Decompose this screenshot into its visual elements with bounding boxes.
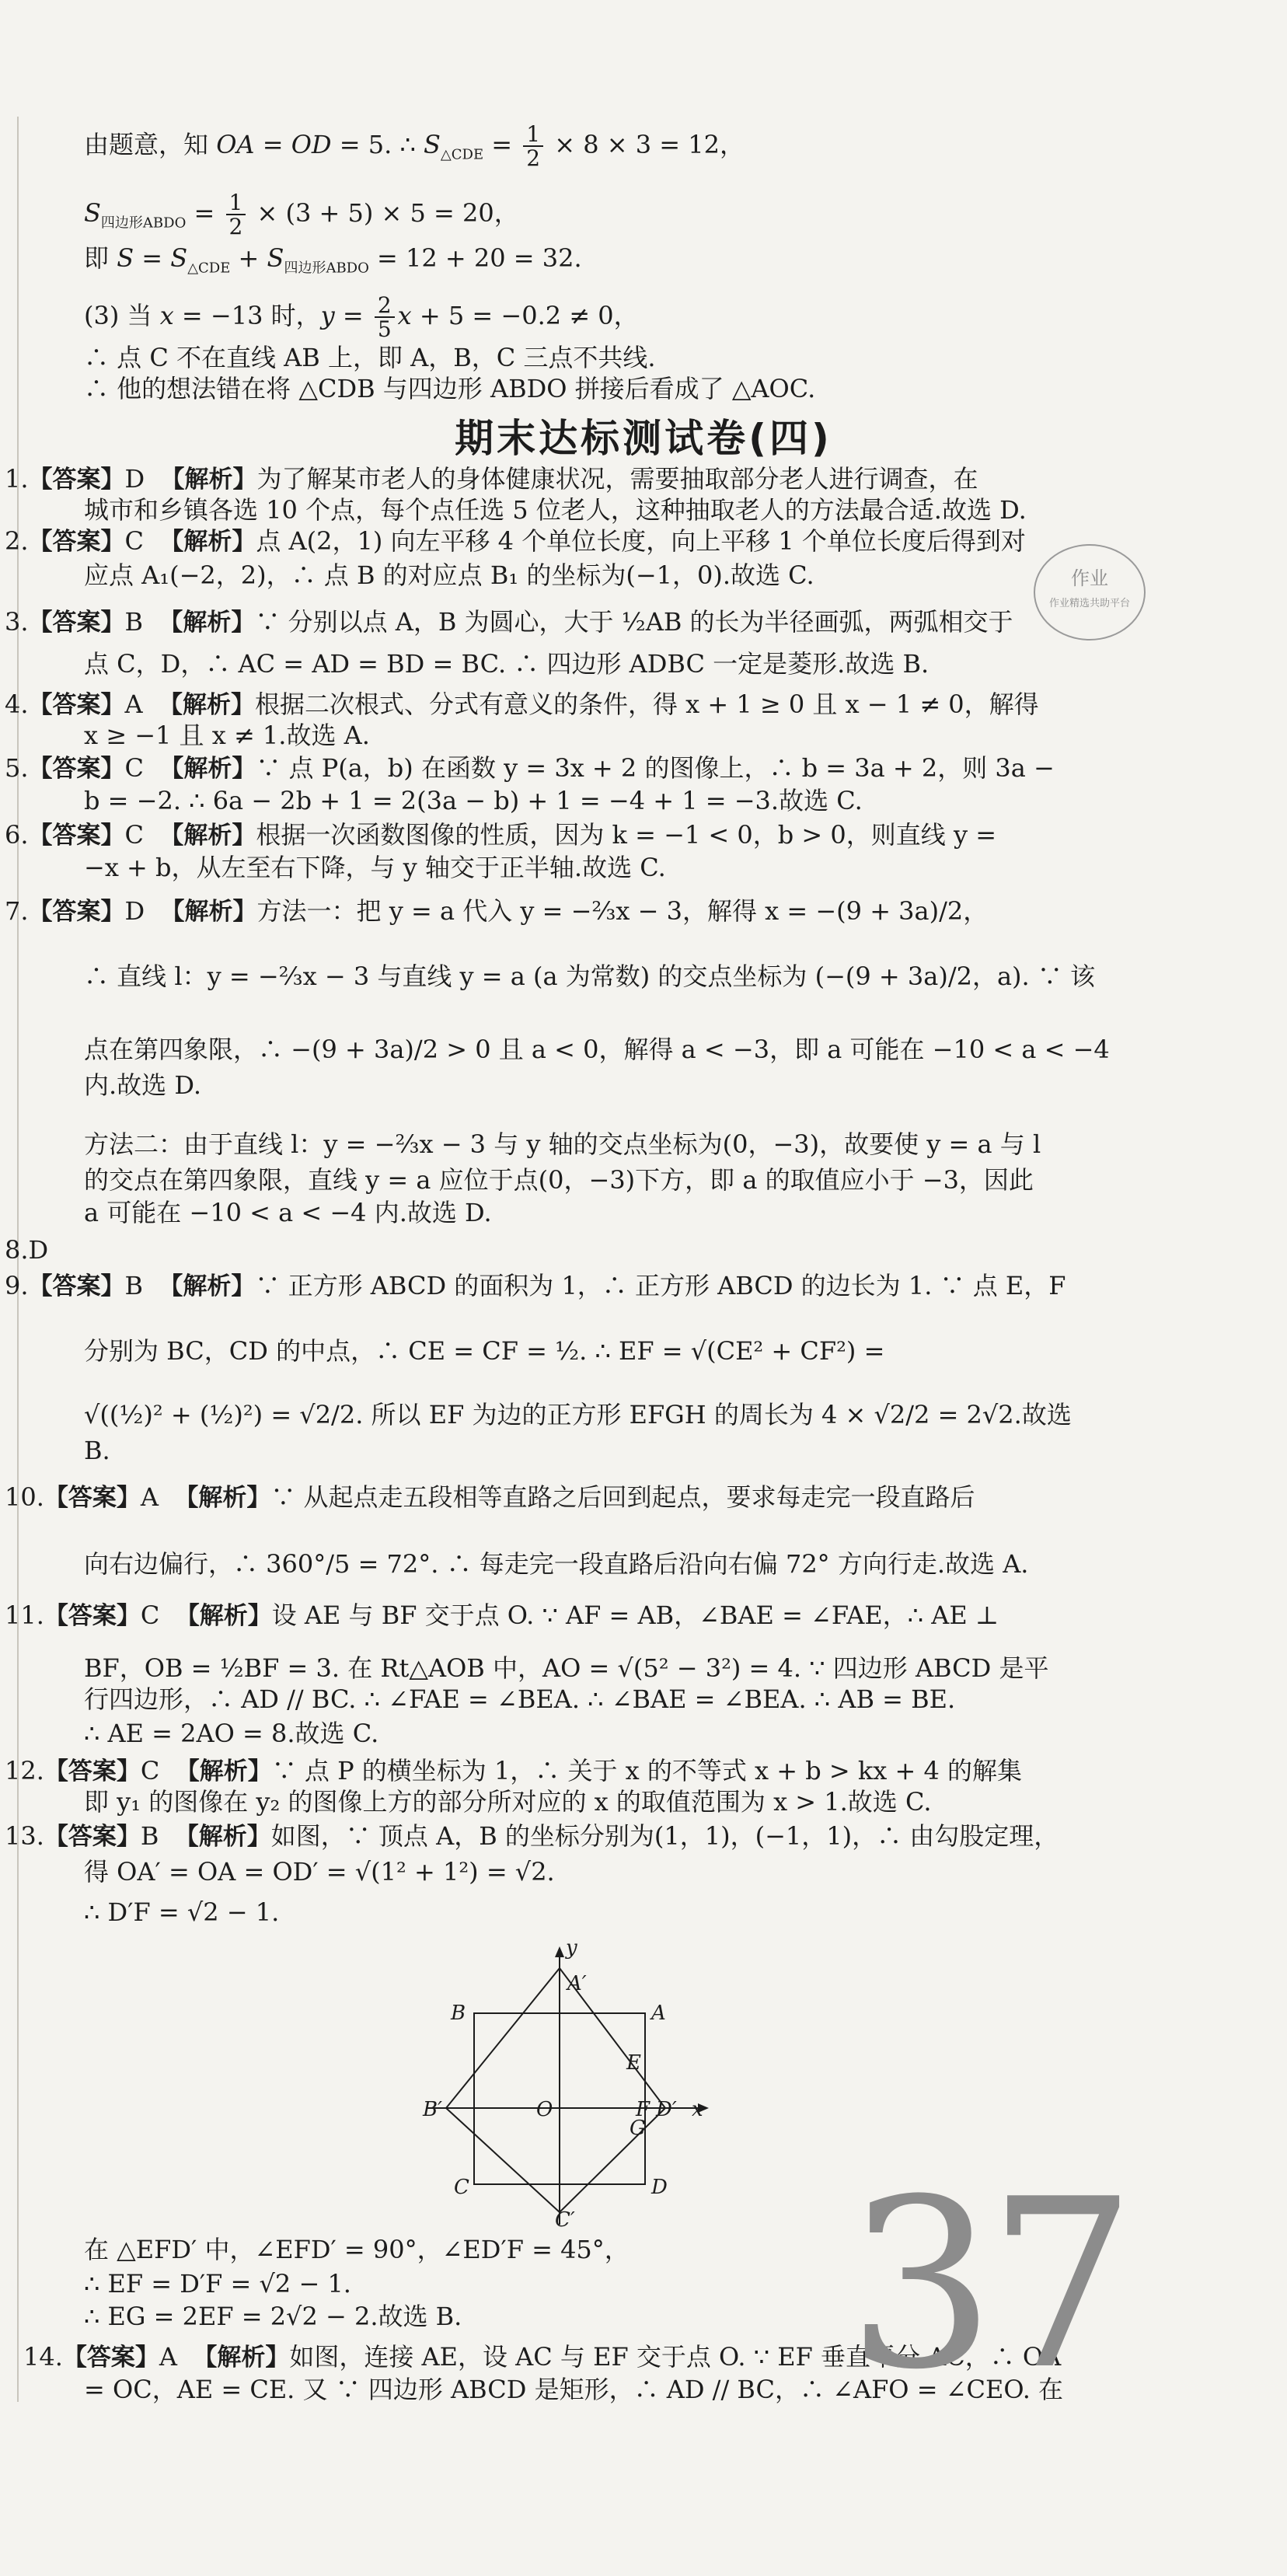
answer-3-line-2: 点 C，D，∴ AC = AD = BD = BC. ∴ 四边形 ADBC 一定是菱形.故选 B.: [84, 649, 930, 679]
answer-7-line-6: 的交点在第四象限，直线 y = a 应位于点(0，−3)下方，即 a 的取值应小于 −3，因此: [84, 1165, 1034, 1195]
label-b-prime: B′: [423, 2098, 443, 2121]
watermark-stamp: 作业 作业精选共助平台: [1034, 544, 1146, 641]
square-rotation-figure: [404, 1935, 715, 2231]
answer-9: 9.【答案】B 【解析】∵ 正方形 ABCD 的面积为 1，∴ 正方形 ABCD 的边长为 1. ∵ 点 E，F: [5, 1271, 1066, 1300]
answer-11-line-4: ∴ AE = 2AO = 8.故选 C.: [84, 1719, 379, 1748]
label-o: O: [536, 2098, 553, 2121]
intro-line-4: (3) 当 x = −13 时，y = $\frac{2}{5}$ x + 5 = −0.2 ≠ 0，: [84, 292, 639, 343]
label-a-prime: A′: [567, 1972, 587, 1995]
answer-1: 1.【答案】D 【解析】为了解某市老人的身体健康状况，需要抽取部分老人进行调查，在: [5, 464, 978, 494]
intro-line-1: 由题意，知 OA = OD = 5. ∴ $S_{\triangle CDE}$ = $\frac{1}{2}$ × 8 × 3 = 12，: [84, 121, 745, 172]
answer-7-line-2: ∴ 直线 l：y = −⅔x − 3 与直线 y = a (a 为常数) 的交点坐标为 (−(9 + 3a)/2，a). ∵ 该: [84, 962, 1096, 991]
answer-13-line-3: ∴ D′F = √2 − 1.: [84, 1897, 280, 1927]
label-g: G: [630, 2117, 646, 2140]
answer-4-line-2: x ≥ −1 且 x ≠ 1.故选 A.: [84, 721, 370, 750]
answer-10-line-2: 向右边偏行，∴ 360°/5 = 72°. ∴ 每走完一段直路后沿向右偏 72° 方向行走.故选 A.: [84, 1549, 1029, 1579]
answer-4: 4.【答案】A 【解析】根据二次根式、分式有意义的条件，得 x + 1 ≥ 0 且 x − 1 ≠ 0，解得: [5, 689, 1039, 719]
answer-5: 5.【答案】C 【解析】∵ 点 P(a，b) 在函数 y = 3x + 2 的图像上，∴ b = 3a + 2，则 3a −: [5, 753, 1055, 783]
label-a: A: [651, 2002, 666, 2025]
answer-11-line-2: BF，OB = ½BF = 3. 在 Rt△AOB 中，AO = √(5² − 3²) = 4. ∵ 四边形 ABCD 是平: [84, 1653, 1049, 1683]
answer-14: 14.【答案】A 【解析】如图，连接 AE，设 AC 与 EF 交于点 O. ∵ EF 垂直平分 AC，∴ OA: [23, 2342, 1062, 2372]
label-c: C: [454, 2176, 469, 2199]
answer-13-line-2: 得 OA′ = OA = OD′ = √(1² + 1²) = √2.: [84, 1857, 555, 1887]
square-rotated: [446, 1968, 665, 2212]
answer-2-line-2: 应点 A₁(−2，2)，∴ 点 B 的对应点 B₁ 的坐标为(−1，0).故选 C.: [84, 560, 814, 590]
after-fig-line-3: ∴ EG = 2EF = 2√2 − 2.故选 B.: [84, 2302, 462, 2331]
answer-14-cont: = OC，AE = CE. 又 ∵ 四边形 ABCD 是矩形，∴ AD // BC，∴ ∠AFO = ∠CEO. 在: [84, 2375, 1064, 2404]
intro-line-6: ∴ 他的想法错在将 △CDB 与四边形 ABDO 拼接后看成了 △AOC.: [84, 374, 816, 403]
label-b: B: [451, 2002, 466, 2025]
answer-6: 6.【答案】C 【解析】根据一次函数图像的性质，因为 k = −1 < 0，b > 0，则直线 y =: [5, 820, 997, 850]
label-d-prime: D′: [656, 2098, 677, 2121]
answer-9-line-3: √((½)² + (½)²) = √2/2. 所以 EF 为边的正方形 EFGH 的周长为 4 × √2/2 = 2√2.故选: [84, 1400, 1072, 1429]
answer-7-line-7: a 可能在 −10 < a < −4 内.故选 D.: [84, 1198, 492, 1227]
answer-7-line-5: 方法二：由于直线 l：y = −⅔x − 3 与 y 轴的交点坐标为(0，−3)，故要使 y = a 与 l: [84, 1129, 1041, 1159]
label-e: E: [626, 2051, 641, 2075]
answer-6-line-2: −x + b，从左至右下降，与 y 轴交于正半轴.故选 C.: [84, 853, 666, 882]
y-axis-arrow: [555, 1946, 564, 1957]
answer-12: 12.【答案】C 【解析】∵ 点 P 的横坐标为 1，∴ 关于 x 的不等式 x + b > kx + 4 的解集: [5, 1756, 1023, 1785]
intro-line-5: ∴ 点 C 不在直线 AB 上，即 A，B，C 三点不共线.: [84, 343, 656, 372]
intro-line-2: $S_{四边形ABDO}$ = $\frac{1}{2}$ × (3 + 5) × 5 = 20，: [84, 190, 519, 240]
after-fig-line-1: 在 △EFD′ 中，∠EFD′ = 90°，∠ED′F = 45°，: [84, 2235, 630, 2264]
label-f: F: [636, 2098, 650, 2121]
answer-8: 8.D: [5, 1235, 49, 1265]
label-x: x: [692, 2098, 703, 2121]
label-d: D: [651, 2176, 668, 2199]
answer-13: 13.【答案】B 【解析】如图，∵ 顶点 A，B 的坐标分别为(1，1)，(−1，1)，∴ 由勾股定理，: [5, 1821, 1059, 1851]
label-c-prime: C′: [555, 2208, 575, 2231]
answer-1-line-2: 城市和乡镇各选 10 个点，每个点任选 5 位老人，这种抽取老人的方法最合适.故选 D.: [84, 495, 1027, 525]
answer-5-line-2: b = −2. ∴ 6a − 2b + 1 = 2(3a − b) + 1 = −4 + 1 = −3.故选 C.: [84, 786, 863, 815]
answer-9-line-2: 分别为 BC，CD 的中点，∴ CE = CF = ½. ∴ EF = √(CE² + CF²) =: [84, 1336, 885, 1366]
answer-11-line-3: 行四边形，∴ AD // BC. ∴ ∠FAE = ∠BEA. ∴ ∠BAE = ∠BEA. ∴ AB = BE.: [84, 1684, 956, 1714]
after-fig-line-2: ∴ EF = D′F = √2 − 1.: [84, 2269, 351, 2299]
answer-11: 11.【答案】C 【解析】设 AE 与 BF 交于点 O. ∵ AF = AB，∠BAE = ∠FAE，∴ AE ⊥: [5, 1600, 999, 1630]
answer-2: 2.【答案】C 【解析】点 A(2，1) 向左平移 4 个单位长度，向上平移 1 个单位长度后得到对: [5, 526, 1026, 556]
answer-7-line-4: 内.故选 D.: [84, 1070, 202, 1100]
answer-7: 7.【答案】D 【解析】方法一：把 y = a 代入 y = −⅔x − 3，解得 x = −(9 + 3a)/2，: [5, 896, 989, 926]
intro-line-3: 即 $S = S_{\triangle CDE} + S_{四边形ABDO} = 12 + 20 = 32$.: [84, 243, 582, 277]
answer-10: 10.【答案】A 【解析】∵ 从起点走五段相等直路之后回到起点，要求每走完一段直路后: [5, 1482, 975, 1512]
page-title: 期末达标测试卷(四): [455, 416, 832, 461]
label-y: y: [566, 1936, 577, 1960]
answer-7-line-3: 点在第四象限，∴ −(9 + 3a)/2 > 0 且 a < 0，解得 a < −3，即 a 可能在 −10 < a < −4: [84, 1035, 1110, 1064]
page-number: 37: [847, 2149, 1128, 2421]
answer-12-line-2: 即 y₁ 的图像在 y₂ 的图像上方的部分所对应的 x 的取值范围为 x > 1.故选 C.: [84, 1787, 932, 1817]
answer-9-line-4: B.: [84, 1436, 110, 1465]
answer-3: 3.【答案】B 【解析】∵ 分别以点 A，B 为圆心，大于 ½AB 的长为半径画弧，两弧相交于: [5, 607, 1013, 637]
